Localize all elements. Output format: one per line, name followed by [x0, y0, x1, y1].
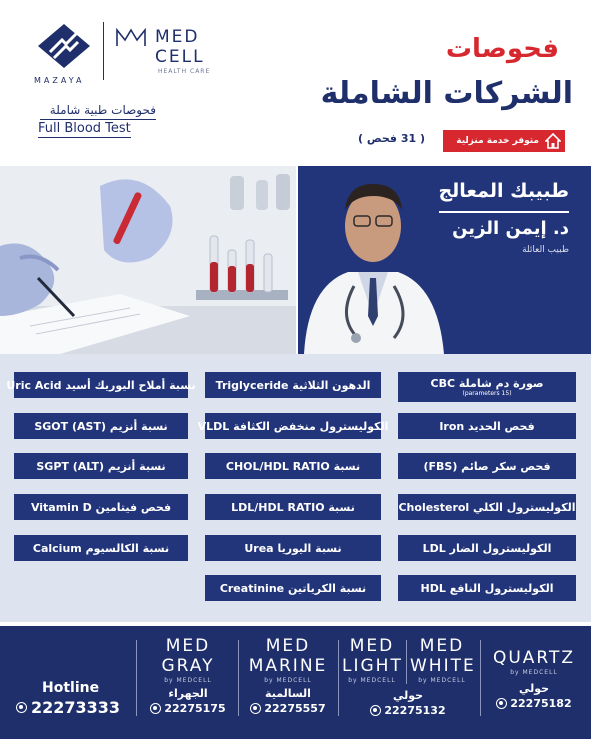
home-service-label: متوفر خدمة منزلية: [456, 136, 539, 146]
footer-divider: [480, 640, 481, 716]
logo-divider: [103, 22, 104, 80]
doctor-panel: [298, 166, 591, 354]
medcell-wordmark-top: MED: [155, 27, 200, 47]
test-pill: نسبة أنزيم (SGPT (ALT: [14, 453, 188, 479]
test-pill: الكوليسترول الضار LDL: [398, 535, 576, 561]
test-pill: نسبة أملاح اليوريك أسيد Uric Acid: [14, 372, 188, 398]
test-pill: الدهون الثلاثية Triglyceride: [205, 372, 381, 398]
footer-divider: [238, 640, 239, 716]
headline-line1: فحوصات: [445, 34, 559, 64]
branch-light-white-contact: حولي 22275132: [342, 686, 474, 726]
medcell-tagline: HEALTH CARE: [158, 68, 211, 75]
test-pill: نسبة LDL/HDL RATIO: [205, 494, 381, 520]
whatsapp-icon: [496, 698, 507, 709]
footer: [0, 626, 591, 739]
doctor-portrait: [298, 166, 448, 354]
whatsapp-icon: [16, 702, 27, 713]
doctor-heading: طبيبك المعالج: [438, 180, 569, 202]
whatsapp-icon: [150, 703, 161, 714]
test-pill: نسبة الكرياتين Creatinine: [205, 575, 381, 601]
footer-divider: [406, 640, 407, 684]
tests-grid: [0, 354, 591, 622]
tests-count: ( 31 فحص ): [358, 132, 425, 145]
test-pill: فحص فيتامين Vitamin D: [14, 494, 188, 520]
branch-light: MED LIGHT by MEDCELL: [342, 636, 403, 684]
branch-phone[interactable]: 22275132: [342, 704, 474, 717]
doctor-name: د. إيمن الزين: [452, 218, 569, 239]
branch-phone[interactable]: 22275175: [142, 702, 234, 715]
test-pill: نسبة الكالسيوم Calcium: [14, 535, 188, 561]
hotline-label: Hotline: [42, 680, 100, 696]
hotline-number[interactable]: 22273333: [16, 698, 120, 717]
doctor-role: طبيب العائلة: [522, 245, 569, 255]
footer-divider: [136, 640, 137, 716]
whatsapp-icon: [250, 703, 261, 714]
home-service-badge: [443, 130, 565, 152]
footer-divider: [338, 640, 339, 716]
package-title-en: Full Blood Test: [38, 121, 131, 136]
test-pill: الكوليسترول منخفض الكثافة VLDL: [205, 413, 381, 439]
doctor-heading-rule: [439, 211, 569, 213]
lab-photo: [0, 166, 296, 354]
lab-photo-illustration: [0, 166, 296, 354]
mazaya-wordmark: MAZAYA: [34, 76, 85, 85]
test-pill: نسبة CHOL/HDL RATIO: [205, 453, 381, 479]
medcell-logo-icon: [115, 28, 147, 48]
branch-quartz: QUARTZ by MEDCELL حولي 22275182: [486, 648, 582, 739]
header: [0, 0, 591, 166]
test-pill: فحص الحديد Iron: [398, 413, 576, 439]
test-pill: فحص سكر صائم (FBS): [398, 453, 576, 479]
medcell-wordmark-bottom: CELL: [155, 47, 205, 67]
headline-line2: الشركات الشاملة: [320, 76, 573, 111]
whatsapp-icon: [370, 705, 381, 716]
test-pill: نسبة أنزيم (SGOT (AST: [14, 413, 188, 439]
test-pill: صورة دم شاملة CBC (15 parameters): [398, 372, 576, 402]
test-pill: الكوليسترول الكلي Cholesterol: [398, 494, 576, 520]
branch-marine: MED MARINE by MEDCELL السالمية 22275557: [244, 636, 332, 732]
branch-phone[interactable]: 22275182: [486, 697, 582, 710]
branch-gray: MED GRAY by MEDCELL الجهراء 22275175: [142, 636, 234, 732]
test-pill: نسبة اليوريا Urea: [205, 535, 381, 561]
mazaya-logo-icon: [36, 22, 92, 70]
package-title-ar: فحوصات طبية شاملة: [40, 103, 156, 120]
home-icon: [545, 133, 561, 149]
branch-phone[interactable]: 22275557: [244, 702, 332, 715]
test-pill: الكوليسترول النافع HDL: [398, 575, 576, 601]
branch-white: MED WHITE by MEDCELL: [410, 636, 476, 684]
